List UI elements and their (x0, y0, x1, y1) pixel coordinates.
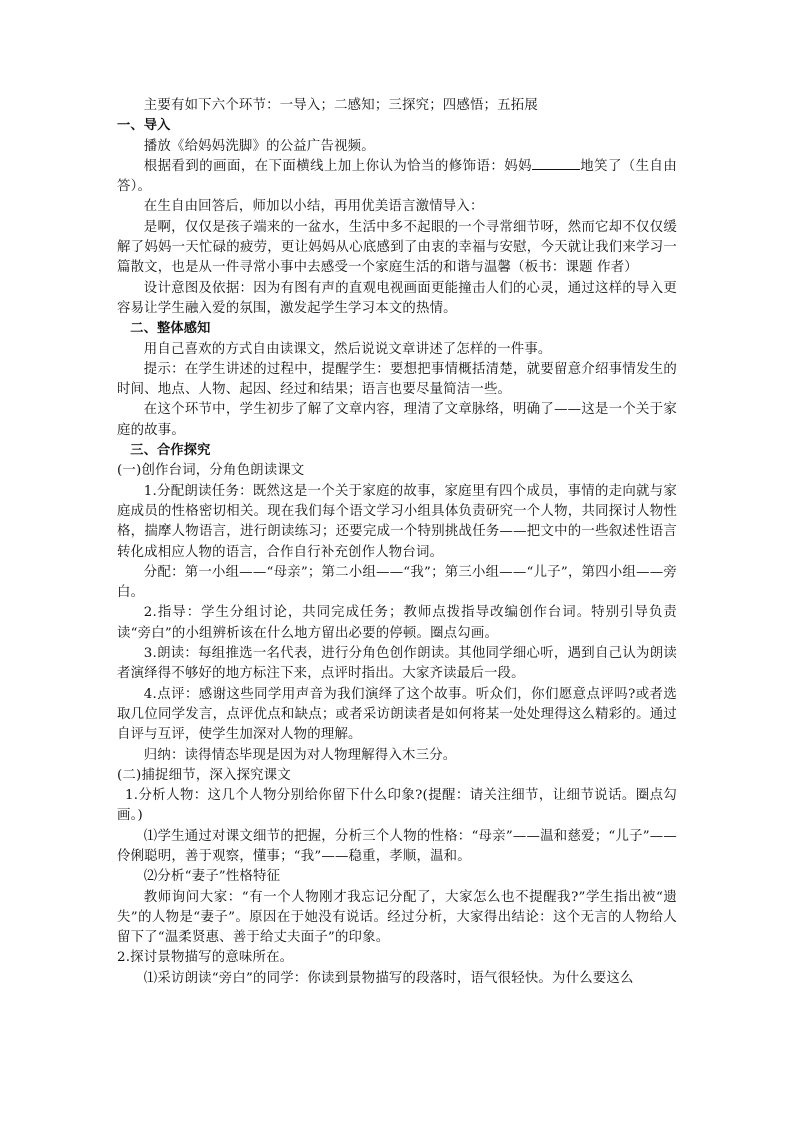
paragraph-fill-blank (117, 157, 677, 198)
paragraph: 2.指导：学生分组讨论，共同完成任务；教师点拨指导改编创作台词。特别引导负责读“旁白”的小组辨析该在什么地方留出必要的停顿。圈点勾画。 (117, 605, 677, 641)
paragraph: 分配：第一小组——“母亲”；第二小组——“我”；第三小组——“儿子”，第四小组——旁白。 (117, 564, 677, 601)
paragraph: 4.点评：感谢这些同学用声音为我们演绎了这个故事。听众们，你们愿意点评吗?或者选取几位同学发言，点评优点和缺点；或者采访朗读者是如何将某一处处理得这么精彩的。通过自评与互评，使学生加深对人物的理解。 (117, 686, 677, 743)
paragraph: 3.朗读：每组推选一名代表，进行分角色创作朗读。其他同学细心听，遇到自己认为朗读者演绎得不够好的地方标注下来，点评时指出。大家齐读最后一段。 (117, 646, 677, 682)
paragraph: 设计意图及依据：因为有图有声的直观电视画面更能撞击人们的心灵，通过这样的导入更容易让学生融入爱的氛围，激发起学生学习本文的热情。 (117, 280, 677, 316)
section-heading-explore: 三、合作探究 (130, 443, 211, 459)
paragraph: ⑵分析“妻子”性格特征 (143, 869, 281, 885)
paragraph: 教师询问大家：“有一个人物刚才我忘记分配了，大家怎么也不提醒我?”学生指出被“遗失”的人物是“妻子”。原因在于她没有说话。经过分析，大家得出结论：这个无言的人物给人留下了“温柔贤惠、善于给丈夫面子”的印象。 (117, 889, 677, 946)
paragraph: 提示：在学生讲述的过程中，提醒学生：要想把事情概括清楚，就要留意介绍事情发生的时间、地点、人物、起因、经过和结果；语言也要尽量简洁一些。 (117, 361, 677, 398)
paragraph: 1.分配朗读任务：既然这是一个关于家庭的故事，家庭里有四个成员，事情的走向就与家庭成员的性格密切相关。现在我们每个语文学习小组具体负责研究一个人物，共同探讨人物性格，揣摩人物语言，进行朗读练习；还要完成一个特别挑战任务——把文中的一些叙述性语言转化成相应人物的语言，合作自行补充创作人物台词。 (117, 483, 677, 560)
paragraph: 用自己喜欢的方式自由读课文，然后说说文章讲述了怎样的一件事。 (143, 341, 552, 357)
section-heading-perception: 二、整体感知 (130, 321, 211, 337)
paragraph: 在生自由回答后，师加以小结，再用优美语言激情导入： (143, 199, 484, 215)
blank-line (532, 157, 580, 170)
intro-paragraph: 主要有如下六个环节：一导入；二感知；三探究；四感悟；五拓展 (143, 98, 538, 113)
paragraph: 在这个环节中，学生初步了解了文章内容，理清了文章脉络，明确了——这是一个关于家庭的故事。 (117, 402, 677, 438)
paragraph: 2.探讨景物描写的意味所在。 (117, 950, 294, 966)
subsection-heading: (一)创作台词，分角色朗读课文 (117, 463, 305, 479)
paragraph: 是啊，仅仅是孩子端来的一盆水，生活中多不起眼的一个寻常细节呀，然而它却不仅仅缓解了妈妈一天忙碌的疲劳，更让妈妈从心底感到了由衷的幸福与安慰，今天就让我们来学习一篇散文，也是从一件寻常小事中去感受一个家庭生活的和谐与温馨（板书：课题 作者） (117, 219, 677, 276)
fill-blank-suffix: 地笑了（生自由答）。 (117, 158, 677, 195)
subsection-heading: (二)捕捉细节，深入探究课文 (117, 767, 291, 783)
paragraph: 播放《给妈妈洗脚》的公益广告视频。 (143, 138, 375, 154)
paragraph: ⑴学生通过对课文细节的把握，分析三个人物的性格：“母亲”——温和慈爱；“儿子”——伶俐聪明，善于观察，懂事；“我”——稳重，孝顺，温和。 (117, 828, 677, 864)
paragraph: 归纳：读得情态毕现是因为对人物理解得入木三分。 (143, 747, 457, 763)
paragraph: 1.分析人物：这几个人物分别给你留下什么印象?(提醒：请关注细节，让细节说话。圈点勾画。) (117, 788, 677, 824)
document-page (117, 96, 677, 989)
section-heading-intro: 一、导入 (117, 118, 171, 134)
paragraph: ⑴采访朗读“旁白”的同学：你读到景物描写的段落时，语气很轻快。为什么要这么 (143, 970, 634, 986)
fill-blank-prefix: 根据看到的画面，在下面横线上加上你认为恰当的修饰语：妈妈 (143, 158, 532, 174)
